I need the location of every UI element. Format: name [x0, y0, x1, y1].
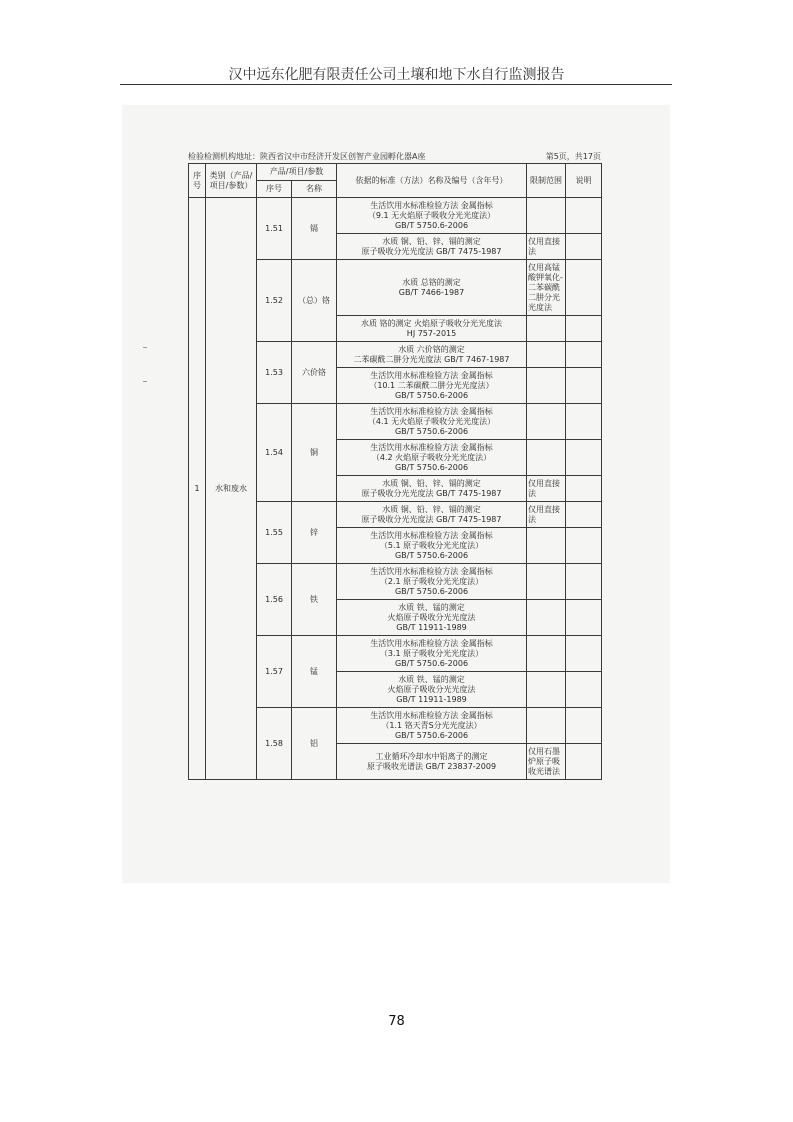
item-number: 1.57: [257, 636, 292, 708]
method-limit: [527, 600, 566, 636]
method-limit: [527, 708, 566, 744]
method-standard: 水质 铜、铅、锌、镉的测定 原子吸收分光光度法 GB/T 7475-1987: [337, 234, 527, 260]
method-limit: [527, 440, 566, 476]
header-limit: 限制范围: [527, 164, 566, 198]
method-note: [566, 708, 602, 744]
method-note: [566, 316, 602, 342]
method-standard: 水质 铁、锰的测定 火焰原子吸收分光光度法 GB/T 11911-1989: [337, 600, 527, 636]
method-note: [566, 440, 602, 476]
method-note: [566, 528, 602, 564]
item-name: 锰: [292, 636, 337, 708]
lab-address: 检验检测机构地址：陕西省汉中市经济开发区创智产业园孵化器A座: [188, 152, 426, 161]
item-name: 铁: [292, 564, 337, 636]
header-note: 说明: [566, 164, 602, 198]
method-standard: 生活饮用水标准检验方法 金属指标 （5.1 原子吸收分光光度法） GB/T 5750.6-2006: [337, 528, 527, 564]
method-note: [566, 342, 602, 368]
method-standard: 水质 总铬的测定 GB/T 7466-1987: [337, 260, 527, 316]
method-limit: 仅用直接法: [527, 502, 566, 528]
method-note: [566, 234, 602, 260]
method-standard: 水质 铜、铅、锌、镉的测定 原子吸收分光光度法 GB/T 7475-1987: [337, 502, 527, 528]
method-note: [566, 672, 602, 708]
method-limit: [527, 342, 566, 368]
method-note: [566, 260, 602, 316]
method-limit: 仅用石墨炉原子吸收光谱法: [527, 744, 566, 780]
method-table: [188, 163, 602, 780]
method-note: [566, 404, 602, 440]
header-standard: 依据的标准（方法）名称及编号（含年号）: [337, 164, 527, 198]
scan-mark: [143, 381, 147, 382]
method-note: [566, 744, 602, 780]
method-limit: [527, 368, 566, 404]
row-category: 水和废水: [206, 198, 257, 780]
method-note: [566, 476, 602, 502]
method-standard: 生活饮用水标准检验方法 金属指标 （1.1 铬天青S分光光度法） GB/T 5750.6-2006: [337, 708, 527, 744]
method-limit: [527, 198, 566, 234]
method-standard: 生活饮用水标准检验方法 金属指标 （9.1 无火焰原子吸收分光光度法） GB/T 5750.6-2006: [337, 198, 527, 234]
method-standard: 水质 六价铬的测定 二苯碳酰二肼分光光度法 GB/T 7467-1987: [337, 342, 527, 368]
method-note: [566, 368, 602, 404]
method-note: [566, 198, 602, 234]
method-limit: [527, 528, 566, 564]
item-number: 1.54: [257, 404, 292, 502]
method-standard: 水质 铜、铅、锌、镉的测定 原子吸收分光光度法 GB/T 7475-1987: [337, 476, 527, 502]
method-note: [566, 636, 602, 672]
method-limit: 仅用直接法: [527, 476, 566, 502]
method-standard: 生活饮用水标准检验方法 金属指标 （4.1 无火焰原子吸收分光光度法） GB/T 5750.6-2006: [337, 404, 527, 440]
method-limit: 仅用高锰酸钾氧化-二苯碳酰二肼分光光度法: [527, 260, 566, 316]
scan-mark: [143, 347, 147, 348]
header-name: 名称: [292, 181, 337, 198]
item-number: 1.56: [257, 564, 292, 636]
item-name: 锌: [292, 502, 337, 564]
method-limit: [527, 404, 566, 440]
page-number: 78: [388, 1014, 405, 1029]
page-info: 第5页，共17页: [545, 152, 601, 161]
item-name: 铜: [292, 404, 337, 502]
method-standard: 生活饮用水标准检验方法 金属指标 （2.1 原子吸收分光光度法） GB/T 5750.6-2006: [337, 564, 527, 600]
item-name: （总）铬: [292, 260, 337, 342]
item-number: 1.53: [257, 342, 292, 404]
method-limit: [527, 564, 566, 600]
method-standard: 生活饮用水标准检验方法 金属指标 （3.1 原子吸收分光光度法） GB/T 5750.6-2006: [337, 636, 527, 672]
item-name: 六价铬: [292, 342, 337, 404]
row-seq: 1: [189, 198, 206, 780]
method-standard: 水质 铬的测定 火焰原子吸收分光光度法 HJ 757-2015: [337, 316, 527, 342]
method-standard: 生活饮用水标准检验方法 金属指标 （4.2 火焰原子吸收分光光度法） GB/T 5750.6-2006: [337, 440, 527, 476]
method-limit: [527, 636, 566, 672]
method-standard: 生活饮用水标准检验方法 金属指标 （10.1 二苯碳酰二肼分光光度法） GB/T 5750.6-2006: [337, 368, 527, 404]
table-body: [189, 198, 602, 780]
method-note: [566, 600, 602, 636]
item-number: 1.55: [257, 502, 292, 564]
header-divider: [120, 84, 672, 85]
header-category: 类别（产品/项目/参数）: [206, 164, 257, 198]
item-number: 1.51: [257, 198, 292, 260]
method-limit: 仅用直接法: [527, 234, 566, 260]
item-name: 镉: [292, 198, 337, 260]
method-standard: 水质 铁、锰的测定 火焰原子吸收分光光度法 GB/T 11911-1989: [337, 672, 527, 708]
document-meta: [188, 149, 601, 163]
header-group: 产品/项目/参数: [257, 164, 337, 181]
header-seq: 序号: [189, 164, 206, 198]
method-standard: 工业循环冷却水中铝离子的测定 原子吸收光谱法 GB/T 23837-2009: [337, 744, 527, 780]
method-limit: [527, 316, 566, 342]
report-title: 汉中远东化肥有限责任公司土壤和地下水自行监测报告: [228, 67, 565, 83]
method-note: [566, 564, 602, 600]
item-name: 铝: [292, 708, 337, 780]
method-note: [566, 502, 602, 528]
item-number: 1.58: [257, 708, 292, 780]
method-limit: [527, 672, 566, 708]
item-number: 1.52: [257, 260, 292, 342]
table-row: [189, 198, 602, 234]
header-item-no: 序号: [257, 181, 292, 198]
